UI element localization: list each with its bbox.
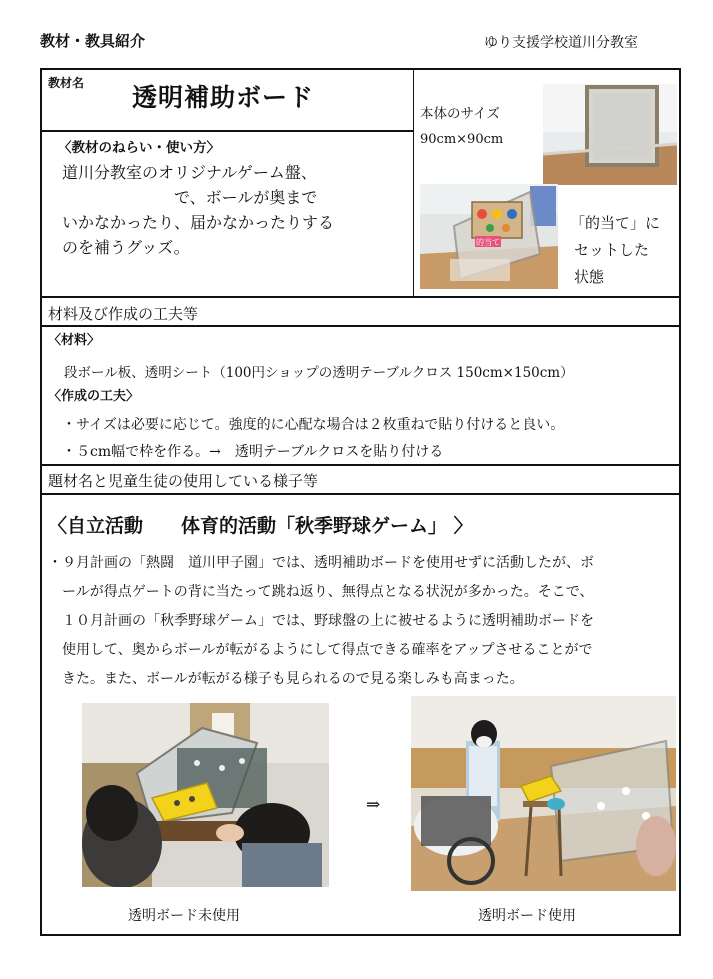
ingenuity-point: ・５cm幅で枠を作る。→ 透明テーブルクロスを貼り付ける	[62, 444, 444, 460]
target-sign-text: 的当て	[476, 238, 500, 247]
material-title: 透明補助ボード	[132, 83, 315, 112]
paragraph-line: きた。また、ボールが転がる様子も見られるので見る楽しみも高まった。	[48, 671, 524, 687]
size-label: 本体のサイズ	[420, 106, 500, 122]
board-photo	[543, 84, 677, 185]
set-state-caption	[570, 210, 660, 291]
making-section-title: 材料及び作成の工夫等	[48, 305, 199, 323]
purpose-text	[62, 160, 392, 260]
purpose-line: 道川分教室のオリジナルゲーム盤、	[62, 163, 317, 182]
without-board-photo	[82, 703, 329, 887]
paragraph-line: ールが得点ゲートの背に当たって跳ね返り、無得点となる状況が多かった。そこで、	[48, 584, 594, 600]
with-board-photo	[411, 696, 676, 891]
section-divider-4	[42, 493, 679, 495]
section-divider-1	[42, 296, 679, 298]
material-name-label: 教材名	[48, 76, 85, 90]
purpose-line: のを補うグッズ。	[62, 238, 190, 257]
activity-heading: 〈自立活動 体育的活動「秋季野球ゲーム」 〉	[48, 515, 473, 537]
set-state-line: セットした	[574, 241, 650, 259]
ingenuity-point: ・サイズは必要に応じて。強度的に心配な場合は２枚重ねで貼り付けると良い。	[62, 417, 565, 433]
ingenuity-heading: 〈作成の工夫〉	[48, 389, 140, 404]
section-divider-3	[42, 464, 679, 466]
set-state-line: 「的当て」に	[570, 214, 661, 232]
top-box-divider	[413, 70, 414, 298]
comparison-arrow: ⇒	[366, 795, 381, 815]
section-divider-2	[42, 325, 679, 327]
paragraph-line: ・９月計画の「熱闘 道川甲子園」では、透明補助ボードを使用せずに活動したが、ボ	[48, 555, 594, 571]
target-setup-photo	[420, 184, 558, 289]
caption-without-board: 透明ボード未使用	[128, 908, 240, 924]
school-name: ゆり支援学校道川分教室	[484, 35, 638, 51]
materials-heading: 〈材料〉	[48, 333, 101, 348]
purpose-heading: 〈教材のねらい・使い方〉	[58, 140, 220, 156]
purpose-line: で、ボールが奥まで	[62, 188, 318, 207]
caption-with-board: 透明ボード使用	[478, 908, 576, 924]
set-state-line: 状態	[574, 268, 605, 286]
purpose-line: いかなかったり、届かなかったりする	[62, 213, 335, 232]
usage-paragraph	[48, 549, 673, 694]
size-value: 90cm×90cm	[420, 132, 504, 147]
materials-text: 段ボール板、透明シート（100円ショップの透明テーブルクロス 150cm×150cm）	[64, 365, 574, 381]
paragraph-line: 使用して、奥からボールが転がるようにして得点できる確率をアップさせることがで	[48, 642, 593, 658]
title-divider	[42, 130, 413, 132]
paragraph-line: １０月計画の「秋季野球ゲーム」では、野球盤の上に被せるように透明補助ボードを	[48, 613, 594, 629]
page-category: 教材・教具紹介	[40, 32, 146, 50]
usage-section-title: 題材名と児童生徒の使用している様子等	[48, 472, 319, 490]
